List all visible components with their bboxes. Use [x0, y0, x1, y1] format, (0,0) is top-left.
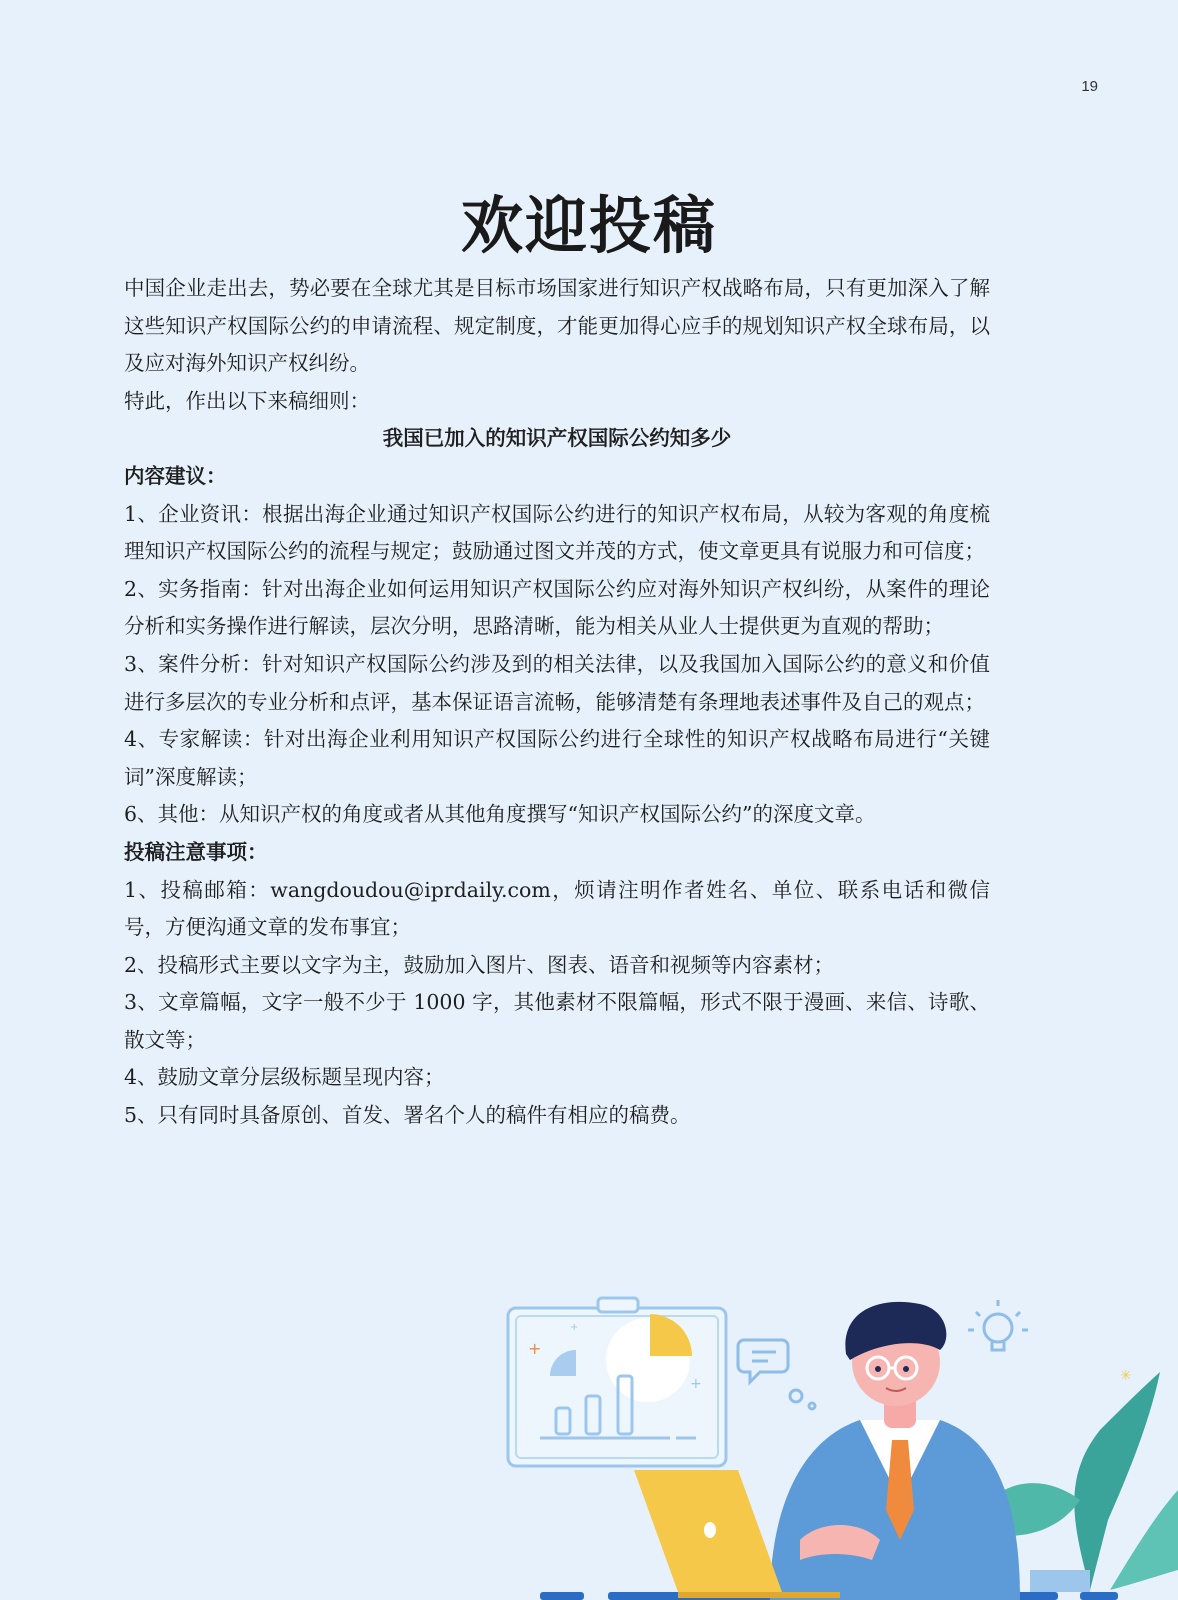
note-item: 1、投稿邮箱：wangdoudou@iprdaily.com，烦请注明作者姓名、单位、联系电话和微信号，方便沟通文章的发布事宜；: [124, 877, 990, 940]
content-item: 1、企业资讯：根据出海企业通过知识产权国际公约进行的知识产权布局，从较为客观的角度梳理知识产权国际公约的流程与规定；鼓励通过图文并茂的方式，使文章更具有说服力和可信度；: [124, 501, 990, 564]
content-item: 6、其他：从知识产权的角度或者从其他角度撰写“知识产权国际公约”的深度文章。: [124, 802, 876, 827]
submission-notes-heading: 投稿注意事项：: [124, 839, 268, 864]
content-item: 4、专家解读：针对出海企业利用知识产权国际公约进行全球性的知识产权战略布局进行“关键词”深度解读；: [124, 727, 990, 789]
content-suggestions-heading: 内容建议：: [124, 463, 227, 488]
svg-text:+: +: [570, 1322, 579, 1333]
article-body: [124, 270, 990, 1135]
note-item: 3、文章篇幅，文字一般不少于 1000 字，其他素材不限篇幅，形式不限于漫画、来信、诗歌、散文等；: [124, 990, 990, 1052]
page-title: 欢迎投稿: [460, 189, 717, 262]
person-illustration: [770, 1302, 1020, 1600]
lightbulb-icon: [968, 1300, 1028, 1350]
intro-paragraph: 中国企业走出去，势必要在全球尤其是目标市场国家进行知识产权战略布局，只有更加深入了解这些知识产权国际公约的申请流程、规定制度，才能更加得心应手的规划知识产权全球布局，以及应对海外知识产权纠纷。: [124, 276, 990, 376]
note-item: 2、投稿形式主要以文字为主，鼓励加入图片、图表、语音和视频等内容素材；: [124, 952, 835, 977]
page-number: 19: [1081, 78, 1098, 95]
svg-text:+: +: [690, 1376, 702, 1392]
content-item: 3、案件分析：针对知识产权国际公约涉及到的相关法律，以及我国加入国际公约的意义和价值进行多层次的专业分析和点评，基本保证语言流畅，能够清楚有条理地表述事件及自己的观点；: [124, 651, 990, 714]
svg-text:✳: ✳: [1120, 1368, 1132, 1384]
note-item: 4、鼓励文章分层级标题呈现内容；: [124, 1065, 445, 1090]
intro-lead: 特此，作出以下来稿细则：: [124, 388, 370, 413]
chat-bubble-icon: [738, 1340, 815, 1409]
note-item: 5、只有同时具备原创、首发、署名个人的稿件有相应的稿费。: [124, 1103, 691, 1128]
content-item: 2、实务指南：针对出海企业如何运用知识产权国际公约应对海外知识产权纠纷，从案件的理论分析和实务操作进行解读，层次分明，思路清晰，能为相关从业人士提供更为直观的帮助；: [124, 576, 990, 639]
topic-title: 我国已加入的知识产权国际公约知多少: [382, 426, 732, 451]
office-worker-illustration: [500, 1290, 1178, 1600]
dashboard-board-icon: [508, 1298, 726, 1466]
svg-text:+: +: [528, 1339, 542, 1358]
